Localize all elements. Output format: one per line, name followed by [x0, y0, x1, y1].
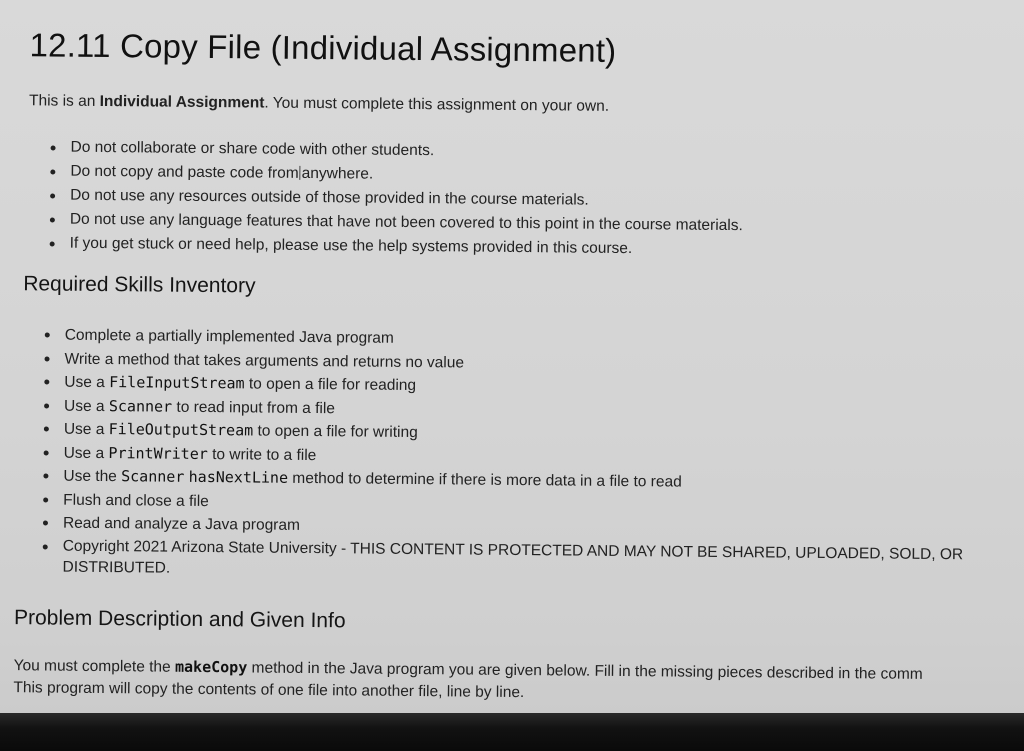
intro-paragraph [29, 92, 609, 116]
rules-list [50, 135, 744, 262]
skill-item: Flush and close a file [43, 488, 993, 521]
code-text: Scanner [121, 467, 185, 486]
skill-text: to open a file for reading [244, 375, 417, 395]
skill-text: Use a [63, 420, 109, 439]
skill-text: Use a [64, 373, 110, 392]
code-text: hasNextLine [188, 467, 289, 487]
skill-text: to read input from a file [172, 398, 336, 417]
skill-text: Use the [63, 467, 122, 486]
problem-text: method in the Java program you are given below. Fill in the missing pieces described in the comm [247, 659, 923, 683]
rule-item: Do not use any resources outside of those provided in the course materials. [50, 183, 743, 214]
intro-bold: Individual Assignment [99, 92, 265, 112]
skills-heading: Required Skills Inventory [23, 272, 256, 298]
problem-text: This program will copy the contents of one file into another file, line by line. [13, 679, 525, 702]
intro-suffix: . You must complete this assignment on your own. [264, 94, 610, 115]
skill-text: method to determine if there is more data in a file to read [287, 469, 682, 491]
skill-text: to write to a file [207, 445, 317, 464]
rule-text: Do not copy and paste code from [70, 162, 299, 182]
skill-item: Complete a partially implemented Java program [45, 323, 995, 356]
skill-text: to open a file for writing [253, 422, 418, 442]
rule-item: Do not collaborate or share code with other students. [50, 135, 743, 166]
skill-item: Read and analyze a Java program [43, 511, 993, 544]
code-text: FileOutputStream [108, 420, 254, 440]
rule-item: If you get stuck or need help, please use the help systems provided in this course. [50, 231, 743, 262]
skill-text: Use a [63, 444, 109, 462]
rule-text: anywhere. [301, 164, 374, 183]
intro-prefix: This is an [28, 92, 100, 110]
skill-item: Write a method that takes arguments and returns no value [44, 347, 994, 380]
rule-item: Do not use any language features that have not been covered to this point in the course materials. [50, 207, 743, 238]
problem-heading: Problem Description and Given Info [13, 606, 346, 633]
screen-bottom-edge [0, 713, 1024, 751]
problem-paragraph [13, 654, 923, 708]
code-text: PrintWriter [108, 443, 208, 463]
skills-list [42, 323, 994, 586]
page-title: 12.11 Copy File (Individual Assignment) [29, 26, 617, 69]
code-text: makeCopy [174, 657, 248, 677]
code-text: FileInputStream [109, 373, 245, 393]
copyright-item: Copyright 2021 Arizona State University - THIS CONTENT IS PROTECTED AND MAY NOT BE SHARED, UPLOADED, SOLD, OR DISTRIBUTED. [42, 535, 992, 586]
code-text: Scanner [108, 396, 173, 416]
skill-text: Use a [64, 397, 110, 415]
problem-text: You must complete the [13, 657, 176, 676]
